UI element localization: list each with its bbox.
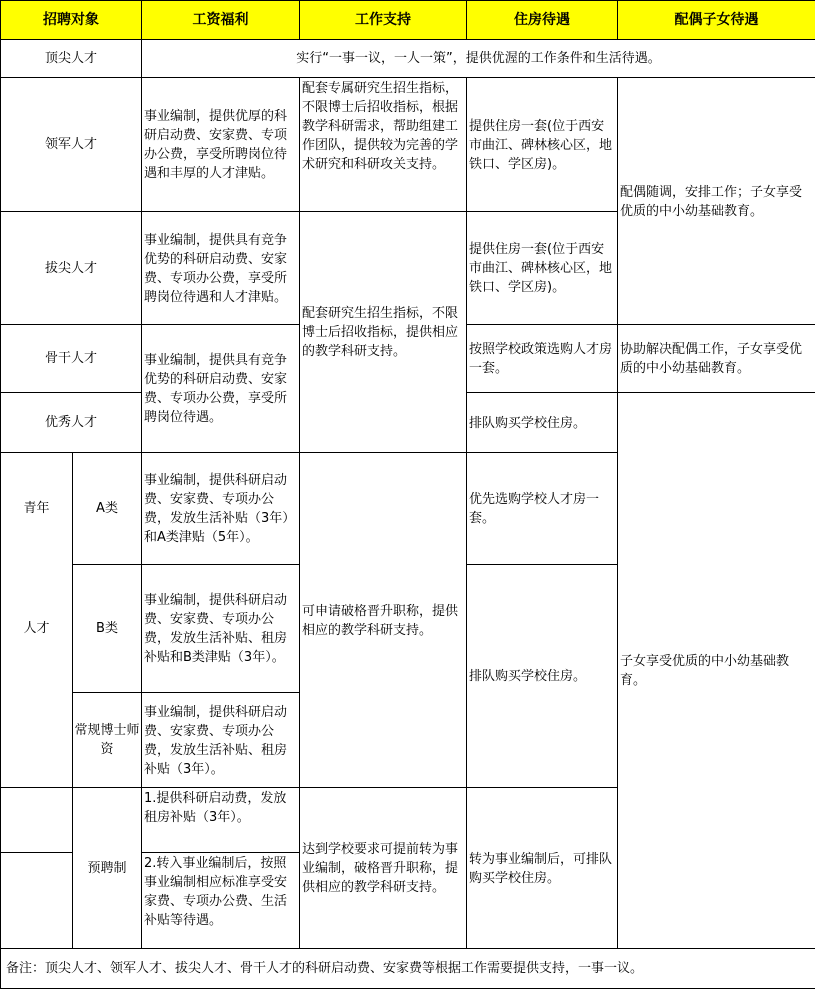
pre-salary-2: 2.转入事业编制后，按照事业编制相应标准享受安家费、专项办公费、生活补贴等待遇。 bbox=[142, 853, 300, 949]
shared-support: 配套研究生招生指标，不限博士后招收指标，提供相应的教学科研支持。 bbox=[300, 212, 467, 453]
header-support: 工作支持 bbox=[300, 1, 467, 40]
header-housing: 住房待遇 bbox=[467, 1, 618, 40]
excellent-name: 优秀人才 bbox=[1, 393, 142, 453]
header-row bbox=[1, 1, 815, 40]
youth-housing: 排队购买学校住房。 bbox=[467, 565, 618, 788]
leader-name: 领军人才 bbox=[1, 78, 142, 212]
youth-label-bottom: 人才 bbox=[1, 565, 73, 693]
pre-salary-1: 1.提供科研启动费，发放租房补贴（3年）。 bbox=[142, 788, 300, 853]
topnotch-name: 拔尖人才 bbox=[1, 212, 142, 325]
note: 备注：顶尖人才、领军人才、拔尖人才、骨干人才的科研启动费、安家费等根据工作需要提供支持，一事一议。 bbox=[1, 949, 815, 989]
youth-a-housing: 优先选购学校人才房一套。 bbox=[467, 453, 618, 565]
header-target: 招聘对象 bbox=[1, 1, 142, 40]
topnotch-housing: 提供住房一套(位于西安市曲江、碑林核心区，地铁口、学区房)。 bbox=[467, 212, 618, 325]
leader-housing: 提供住房一套(位于西安市曲江、碑林核心区，地铁口、学区房)。 bbox=[467, 78, 618, 212]
youth-a-name: A类 bbox=[73, 453, 142, 565]
youth-b-name: B类 bbox=[73, 565, 142, 693]
shared-salary: 事业编制，提供具有竞争优势的科研启动费、安家费、专项办公费，享受所聘岗位待遇。 bbox=[142, 325, 300, 453]
family-children: 子女享受优质的中小幼基础教育。 bbox=[618, 393, 815, 949]
row-leader bbox=[1, 78, 815, 212]
youth-a-salary: 事业编制，提供科研启动费、安家费、专项办公费，发放生活补贴（3年）和A类津贴（5年）。 bbox=[142, 453, 300, 565]
pre-housing: 转为事业编制后，可排队购买学校住房。 bbox=[467, 788, 618, 949]
youth-label-spacer bbox=[1, 693, 73, 788]
header-salary: 工资福利 bbox=[142, 1, 300, 40]
pre-name: 预聘制 bbox=[73, 788, 142, 949]
youth-label-top: 青年 bbox=[1, 453, 73, 565]
pre-support: 达到学校要求可提前转为事业编制，破格晋升职称，提供相应的教学科研支持。 bbox=[300, 788, 467, 949]
row-note bbox=[1, 949, 815, 989]
leader-salary: 事业编制，提供优厚的科研启动费、安家费、专项办公费，享受所聘岗位待遇和丰厚的人才津贴。 bbox=[142, 78, 300, 212]
youth-support: 可申请破格晋升职称，提供相应的教学科研支持。 bbox=[300, 453, 467, 788]
pre-blank-bottom bbox=[1, 853, 73, 949]
excellent-housing: 排队购买学校住房。 bbox=[467, 393, 618, 453]
backbone-family: 协助解决配偶工作，子女享受优质的中小幼基础教育。 bbox=[618, 325, 815, 393]
youth-regular-salary: 事业编制，提供科研启动费、安家费、专项办公费，发放生活补贴、租房补贴（3年）。 bbox=[142, 693, 300, 788]
top-talent-policy: 实行“一事一议，一人一策”，提供优渥的工作条件和生活待遇。 bbox=[142, 40, 815, 78]
backbone-name: 骨干人才 bbox=[1, 325, 142, 393]
youth-b-salary: 事业编制，提供科研启动费、安家费、专项办公费，发放生活补贴、租房补贴和B类津贴（3年）。 bbox=[142, 565, 300, 693]
youth-regular-name: 常规博士师资 bbox=[73, 693, 142, 788]
leader-family: 配偶随调，安排工作；子女享受优质的中小幼基础教育。 bbox=[618, 78, 815, 325]
backbone-housing: 按照学校政策选购人才房一套。 bbox=[467, 325, 618, 393]
top-talent-name: 顶尖人才 bbox=[1, 40, 142, 78]
leader-support: 配套专属研究生招生指标，不限博士后招收指标，根据教学科研需求，帮助组建工作团队，提供较为完善的学术研究和科研攻关支持。 bbox=[300, 78, 467, 212]
row-top-talent bbox=[1, 40, 815, 78]
header-family: 配偶子女待遇 bbox=[618, 1, 815, 40]
pre-blank-top bbox=[1, 788, 73, 853]
topnotch-salary: 事业编制，提供具有竞争优势的科研启动费、安家费、专项办公费，享受所聘岗位待遇和人才津贴。 bbox=[142, 212, 300, 325]
